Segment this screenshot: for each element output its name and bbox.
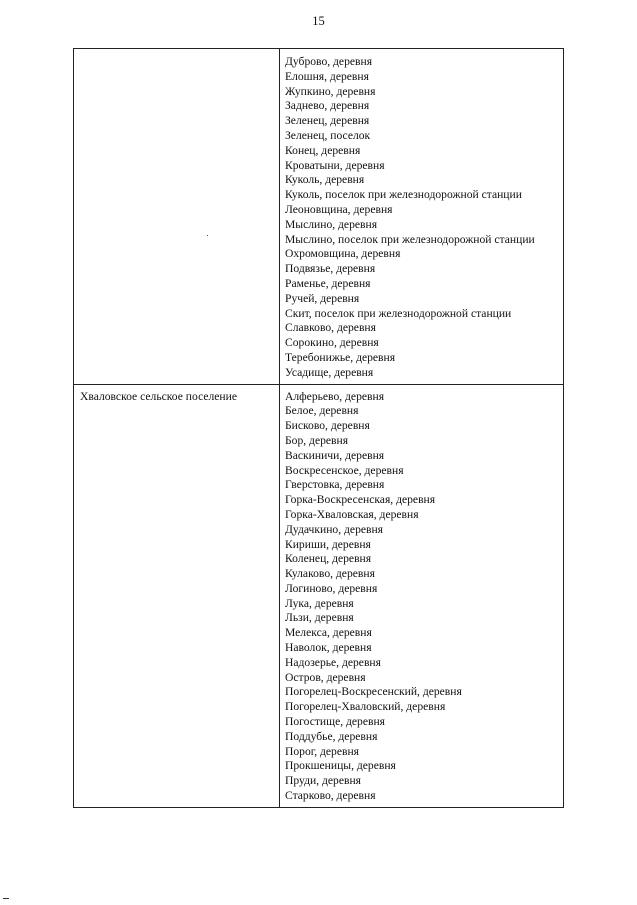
locality-item: Куколь, поселок при железнодорожной станции (285, 188, 522, 202)
localities-cell (280, 384, 564, 807)
locality-item: Жупкино, деревня (285, 84, 376, 98)
locality-item: Логиново, деревня (285, 581, 378, 595)
locality-item: Заднево, деревня (285, 99, 370, 113)
locality-item: Васкиничи, деревня (285, 448, 385, 462)
locality-item: Бор, деревня (285, 433, 349, 447)
locality-item: Остров, деревня (285, 670, 366, 684)
localities-cell (280, 49, 564, 385)
locality-item: Льзи, деревня (285, 611, 354, 625)
locality-item: Зеленец, поселок (285, 128, 371, 142)
locality-item: Пруди, деревня (285, 774, 361, 788)
settlement-cell (74, 384, 280, 807)
locality-item: Дуброво, деревня (285, 55, 373, 68)
locality-item: Белое, деревня (285, 404, 359, 418)
locality-item: Кириши, деревня (285, 537, 371, 551)
locality-item: Старково, деревня (285, 789, 376, 803)
locality-item: Усадище, деревня (285, 365, 374, 379)
locality-item: Погостище, деревня (285, 715, 386, 729)
locality-item: Поддубье, деревня (285, 729, 378, 743)
page-number: 15 (312, 14, 325, 28)
locality-item: Подвязье, деревня (285, 262, 376, 276)
locality-item: Погорелец-Воскресенский, деревня (285, 685, 462, 699)
locality-item: Кроватыни, деревня (285, 158, 385, 172)
settlement-name: Хваловское сельское поселение (80, 389, 237, 403)
locality-item: Алферьево, деревня (285, 389, 385, 403)
locality-item: Мыслино, поселок при железнодорожной станции (285, 232, 535, 246)
locality-item: Дудачкино, деревня (285, 522, 384, 536)
locality-item: Порог, деревня (285, 744, 360, 758)
locality-item: Охромовщина, деревня (285, 247, 401, 261)
locality-item: Ручей, деревня (285, 291, 360, 305)
locality-item: Елошня, деревня (285, 69, 369, 83)
locality-item: Гверстовка, деревня (285, 478, 385, 492)
locality-item: Куколь, деревня (285, 173, 365, 187)
margin-mark (3, 898, 9, 899)
locality-item: Раменье, деревня (285, 276, 371, 290)
table-row (74, 49, 564, 385)
table-row (74, 384, 564, 807)
scan-speck (207, 235, 208, 236)
locality-item: Скит, поселок при железнодорожной станции (285, 306, 512, 320)
locality-item: Конец, деревня (285, 143, 361, 157)
locality-item: Мыслино, деревня (285, 217, 378, 231)
locality-item: Горка-Воскресенская, деревня (285, 493, 436, 507)
locality-item: Мелекса, деревня (285, 626, 372, 640)
locality-item: Прокшеницы, деревня (285, 759, 396, 773)
locality-item: Погорелец-Хваловский, деревня (285, 700, 446, 714)
locality-item: Зеленец, деревня (285, 114, 370, 128)
locality-item: Наволок, деревня (285, 641, 372, 655)
locality-item: Бисково, деревня (285, 419, 370, 433)
locality-item: Сорокино, деревня (285, 336, 379, 350)
locality-item: Теребонижье, деревня (285, 350, 396, 364)
locality-item: Надозерье, деревня (285, 655, 381, 669)
settlement-cell (74, 49, 280, 385)
locality-item: Горка-Хваловская, деревня (285, 507, 419, 521)
locality-item: Воскресенское, деревня (285, 463, 404, 477)
locality-item: Леоновщина, деревня (285, 202, 393, 216)
locality-item: Славково, деревня (285, 321, 376, 335)
settlements-table (73, 48, 564, 808)
locality-item: Лука, деревня (285, 596, 354, 610)
locality-item: Кулаково, деревня (285, 567, 375, 581)
locality-item: Коленец, деревня (285, 552, 372, 566)
